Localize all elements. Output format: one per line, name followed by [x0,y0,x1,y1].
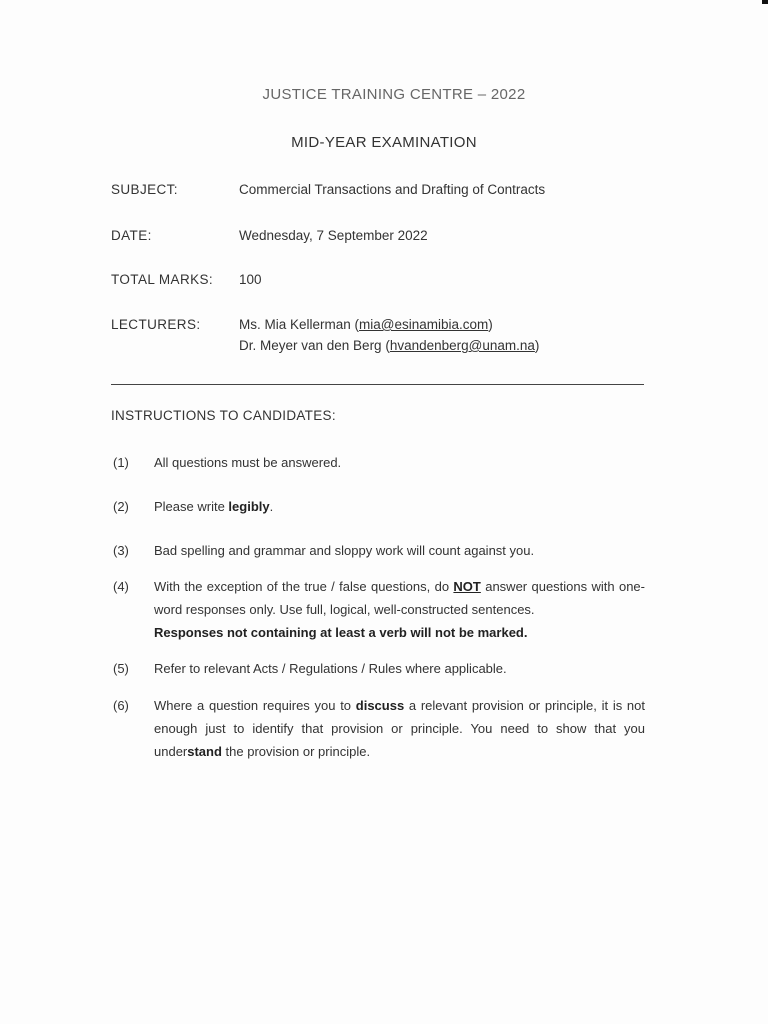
instructions-title: INSTRUCTIONS TO CANDIDATES: [111,408,336,423]
total-marks-label: TOTAL MARKS: [111,272,214,287]
instruction-number: (5) [113,661,129,676]
institution-heading: JUSTICE TRAINING CENTRE – 2022 [262,86,526,103]
instruction-text: Please write legibly. [154,499,274,514]
date-label: DATE: [111,228,152,243]
scan-corner-mark [762,0,768,4]
lecturer-2-name: Dr. Meyer van den Berg ( [239,338,390,353]
instruction-text: With the exception of the true / false questions, do NOT answer questions with one-word responses only. Use full, logical, well-constructed sentences. Responses not containing at least a verb will not be marked. [154,579,645,640]
instruction-number: (4) [113,579,129,594]
lecturer-2 [239,338,539,353]
instruction-text: Bad spelling and grammar and sloppy work will count against you. [154,543,535,558]
instruction-text: All questions must be answered. [154,455,342,470]
instruction-number: (3) [113,543,129,558]
instruction-text: Where a question requires you to discuss a relevant provision or principle, it is not enough just to identify that provision or principle. You need to show that you understand the provision or principle. [154,698,645,759]
emphasis-legibly: legibly [228,499,270,514]
lecturer-1 [239,317,493,332]
instruction-number: (6) [113,698,129,713]
exam-title: MID-YEAR EXAMINATION [291,134,477,151]
lecturer-1-name: Ms. Mia Kellerman ( [239,317,360,332]
subject-value: Commercial Transactions and Drafting of Contracts [239,182,546,197]
date-value: Wednesday, 7 September 2022 [239,228,428,243]
instruction-number: (2) [113,499,129,514]
emphasis-verb-rule: Responses not containing at least a verb will not be marked. [154,625,528,640]
instruction-text: Refer to relevant Acts / Regulations / Rules where applicable. [154,661,507,676]
subject-label: SUBJECT: [111,182,178,197]
lecturer-1-close: ) [488,317,493,332]
lecturer-2-close: ) [534,338,540,353]
lecturer-1-email-link[interactable]: mia@esinamibia.com [359,317,489,332]
emphasis-stand: stand [187,744,222,759]
emphasis-not: NOT [453,579,481,594]
lecturer-2-email-link[interactable]: hvandenberg@unam.na [389,338,535,353]
lecturers-label: LECTURERS: [111,317,201,332]
total-marks-value: 100 [239,272,262,287]
emphasis-discuss: discuss [355,698,405,713]
instruction-number: (1) [113,455,129,470]
section-divider [111,384,644,385]
